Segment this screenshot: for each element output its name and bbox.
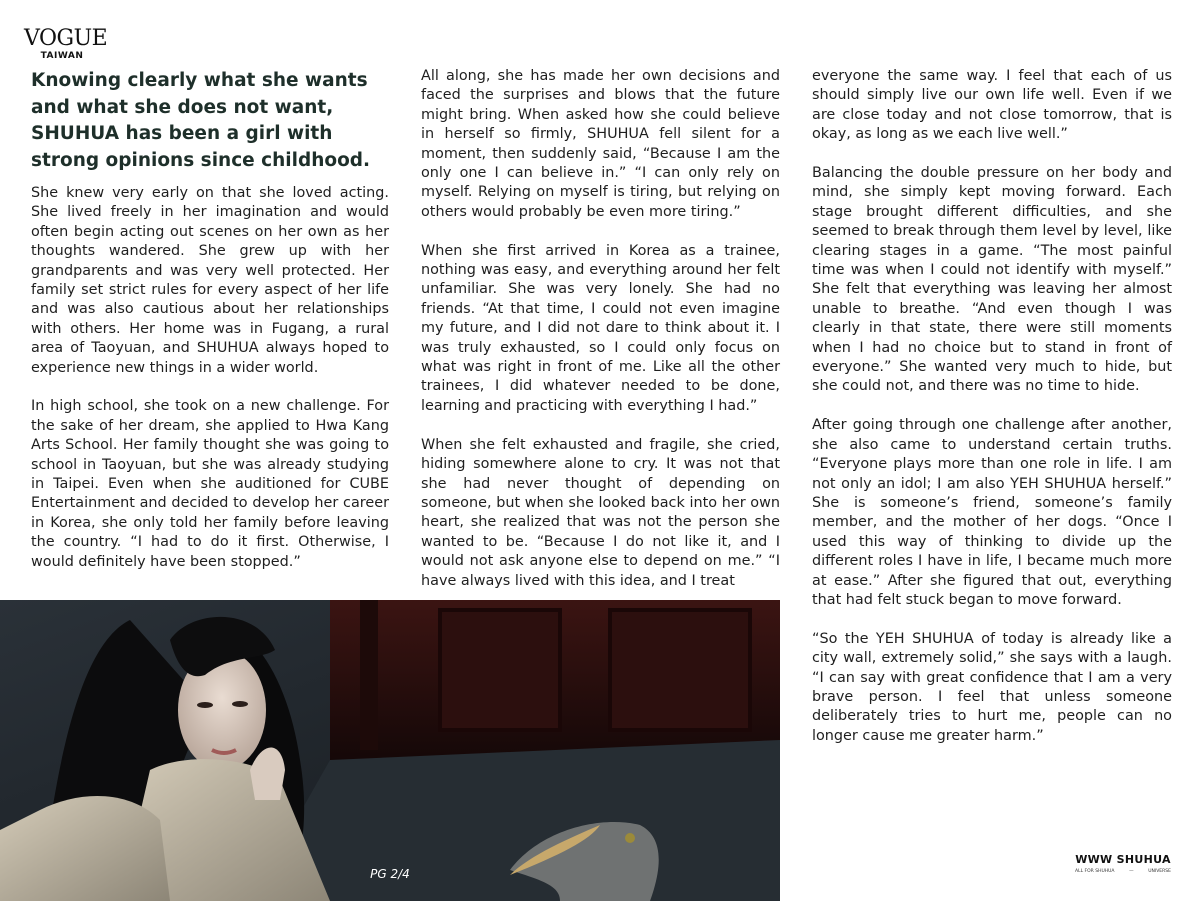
paragraph: She knew very early on that she loved acting. She lived freely in her imagination and would often begin acting out scenes on her own as her thoughts wandered. She grew up with her grandparents and was very well protected. Her family set strict rules for every aspect of her life and was also cautious about her relationships with others. Her home was in Fugang, a rural area of Taoyuan, and SHUHUA always hoped to experience new things in a wider world. — [31, 185, 389, 376]
paragraph: All along, she has made her own decisions and faced the surprises and blows that the future might bring. When asked how she could believe in herself so firmly, SHUHUA fell silent for a moment, then suddenly said, “Because I am the only one I can believe in.” “I can only rely on myself. Relying on myself is tiring, but relying on others would probably be even more tiring.” — [421, 68, 780, 220]
footer-brand-logo — [1075, 853, 1171, 874]
logo-vogue: VOGUE — [24, 26, 108, 51]
paragraph: “So the YEH SHUHUA of today is already like a city wall, extremely solid,” she says with a laugh. “I can say with great confidence that I am a very brave person. I feel that unless someone deliberately tries to hurt me, people can no longer cause me greater harm.” — [812, 630, 1172, 744]
editorial-photo — [0, 600, 780, 901]
column-2 — [421, 67, 780, 610]
paragraph: everyone the same way. I feel that each of us should simply live our own life well. Even if we are close today and not close tomorrow, that is okay, as long as we each live well.” — [812, 68, 1172, 143]
paragraph: In high school, she took on a new challenge. For the sake of her dream, she applied to Hwa Kang Arts School. Her family thought she was going to school in Taoyuan, but she was already studying in Taipei. Even when she auditioned for CUBE Entertainment and decided to develop her career in Korea, she only told her family before leaving the country. “I had to do it first. Otherwise, I would definitely have been stopped.” — [31, 398, 389, 570]
footer-brand-left: ALL FOR SHUHUA — [1075, 869, 1115, 874]
footer-brand-right: UNIVERSE — [1148, 869, 1171, 874]
photo-illustration — [0, 600, 780, 901]
logo-taiwan: TAIWAN — [40, 51, 84, 61]
paragraph: After going through one challenge after another, she also came to understand certain truths. “Everyone plays more than one role in life. I am not only an idol; I am also YEH SHUHUA herself.” She is someone’s friend, someone’s family member, and the mother of her dogs. “Once I used this way of thinking to divide up the different roles I have in life, I became much more at ease.” After she figured that out, everything that had felt stuck began to move forward. — [812, 417, 1172, 608]
paragraph: When she first arrived in Korea as a trainee, nothing was easy, and everything around her felt unfamiliar. She was very lonely. She had no friends. “At that time, I could not even imagine my future, and I did not dare to think about it. I was truly exhausted, so I could only focus on what was right in front of me. Like all the other trainees, I did whatever needed to be done, learning and practicing with everything I had.” — [421, 242, 780, 414]
vogue-taiwan-logo — [24, 26, 108, 61]
article-headline: Knowing clearly what she wants and what she does not want, SHUHUA has been a girl with strong opinions since childhood. — [31, 70, 371, 171]
paragraph: Balancing the double pressure on her body and mind, she simply kept moving forward. Each stage brought different difficulties, and she seemed to break through them level by level, like clearing stages in a game. “The most painful time was when I could not identify with myself.” She felt that everything was leaving her almost unable to breathe. “And even though I was clearly in that state, there were still moments when I had no choice but to stand in front of everyone.” She wanted very much to hide, but she could not, and there was no time to hide. — [812, 165, 1172, 395]
footer-brand-sub — [1075, 869, 1171, 874]
footer-brand-mid: — — [1129, 869, 1134, 874]
footer-brand-name: WWW SHUHUA — [1075, 853, 1171, 866]
column-3 — [812, 67, 1172, 766]
paragraph: When she felt exhausted and fragile, she cried, hiding somewhere alone to cry. It was not that she had never thought of depending on someone, but when she looked back into her own heart, she realized that was not the person she wanted to be. “Because I do not like it, and I would not ask anyone else to depend on me.” “I have always lived with this idea, and I treat — [421, 436, 780, 589]
column-1 — [31, 184, 389, 592]
page-number: PG 2/4 — [370, 867, 410, 881]
